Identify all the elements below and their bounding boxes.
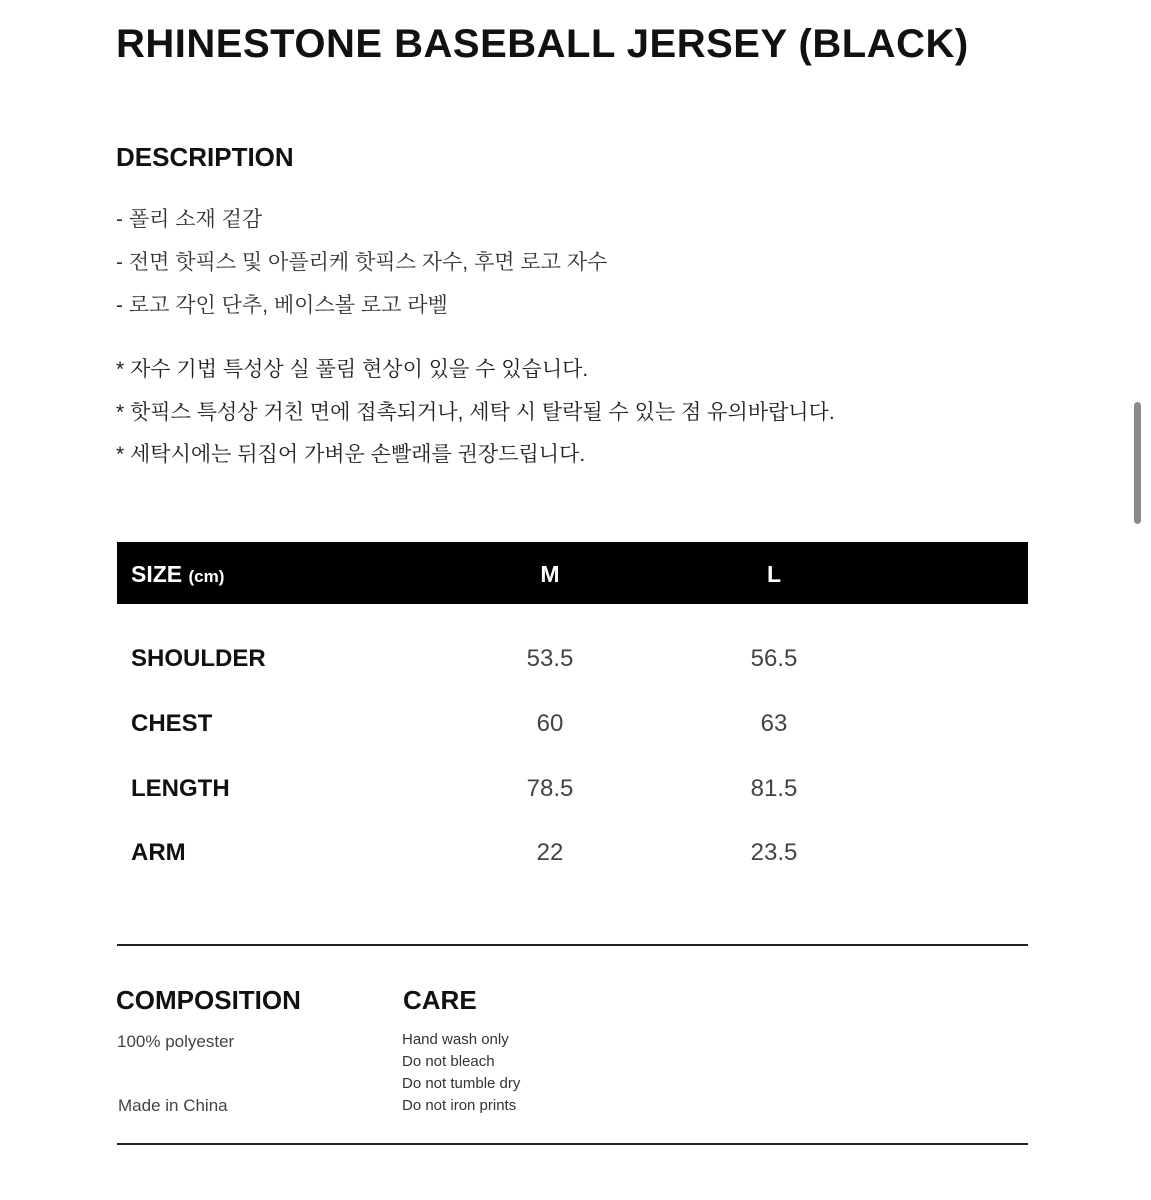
cell-chest-m: 60: [536, 710, 564, 737]
row-label-shoulder: SHOULDER: [131, 645, 266, 672]
composition-origin: Made in China: [118, 1096, 228, 1115]
size-header-unit: (cm): [188, 567, 225, 586]
composition-material: 100% polyester: [117, 1032, 235, 1051]
care-line: Do not tumble dry: [402, 1075, 521, 1092]
care-line: Hand wash only: [402, 1031, 509, 1048]
cell-length-l: 81.5: [750, 775, 798, 802]
cell-shoulder-l: 56.5: [750, 645, 798, 672]
cell-shoulder-m: 53.5: [526, 645, 574, 672]
description-line: - 로고 각인 단추, 베이스볼 로고 라벨: [116, 294, 448, 317]
care-line: Do not bleach: [402, 1053, 495, 1070]
care-note-line: * 핫픽스 특성상 거친 면에 접촉되거나, 세탁 시 탈락될 수 있는 점 유의바랍니다.: [116, 401, 835, 424]
size-column-l: L: [766, 561, 782, 587]
cell-arm-m: 22: [536, 839, 564, 866]
cell-length-m: 78.5: [526, 775, 574, 802]
care-heading: CARE: [403, 985, 477, 1015]
divider-top: [117, 944, 1028, 946]
description-line: - 폴리 소재 겉감: [116, 208, 263, 231]
care-note-line: * 세탁시에는 뒤집어 가벼운 손빨래를 권장드립니다.: [116, 443, 586, 466]
divider-bottom: [117, 1143, 1028, 1145]
size-table-header: [117, 542, 1028, 604]
size-header-text: SIZE: [131, 561, 183, 587]
composition-heading: COMPOSITION: [116, 985, 301, 1015]
cell-chest-l: 63: [760, 710, 788, 737]
cell-arm-l: 23.5: [750, 839, 798, 866]
vertical-scrollbar[interactable]: [1134, 402, 1141, 524]
row-label-arm: ARM: [131, 839, 186, 866]
row-label-chest: CHEST: [131, 710, 213, 737]
care-line: Do not iron prints: [402, 1097, 517, 1114]
size-header-label: [131, 561, 224, 588]
care-note-line: * 자수 기법 특성상 실 풀림 현상이 있을 수 있습니다.: [116, 358, 589, 381]
product-title: RHINESTONE BASEBALL JERSEY (BLACK): [116, 22, 969, 66]
description-heading: DESCRIPTION: [116, 142, 294, 172]
description-line: - 전면 핫픽스 및 아플리케 핫픽스 자수, 후면 로고 자수: [116, 251, 608, 274]
row-label-length: LENGTH: [131, 775, 230, 802]
size-column-m: M: [540, 561, 560, 587]
